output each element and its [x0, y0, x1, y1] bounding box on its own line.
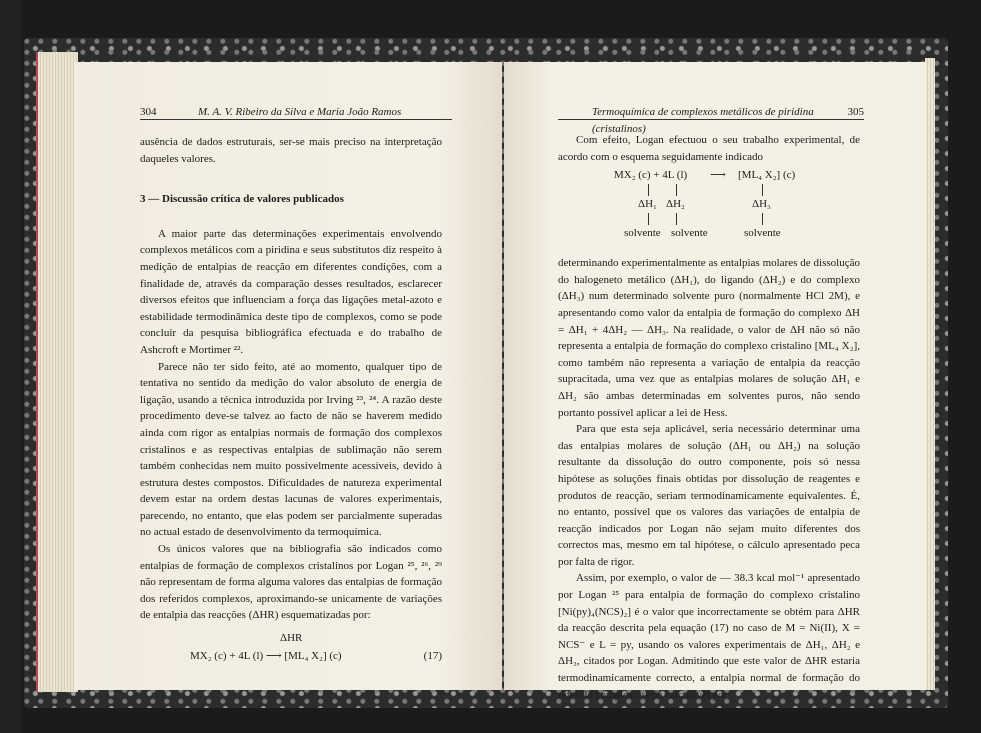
scheme-solvent-1: solvente — [624, 227, 661, 240]
paragraph-intro-left: ausência de dados estruturais, ser-se mais preciso na interpretação daqueles valores. — [140, 136, 442, 165]
scheme-line-3 — [762, 184, 763, 196]
paragraph-2-left: Parece não ter sido feito, até ao momento, qualquer tipo de tentativa no sentido da medição do valor absoluto de energia de ligação, usando a técnica introduzida por Irving ²³, ²⁴. A razão deste procedimento deve-se talvez ao facto de não se haverem medido ainda com rigor as entalpias normais de formação dos complexos cristalinos e as respectivas entalpias de sublimação não serem também conhecidas nem muito possivelmente acessíveis, devido à estrutura destes compostos. Dificuldades de natureza experimental devem estar na ordem destas lacunas de valores experimentais, parecendo, no entanto, que elas podem ser parcialmente superadas no actual estado de desenvolvimento da termoquímica. — [140, 360, 442, 539]
running-head-right — [558, 104, 864, 135]
section-heading: 3 — Discussão crítica de valores publicados — [140, 193, 344, 206]
paragraph-3-right: Assim, por exemplo, o valor de — 38.3 kcal mol⁻¹ apresentado por Logan ²⁵ para entalpia de formação do complexo cristalino [Ni(py)₄(NCS)₂] é o valor que incorrectamente se obtém para ΔHR da reacção descrita pela equação (17) no caso de M = Ni(II), X = NCS⁻ e L = py, usando os valores experimentais de ΔH₁, ΔH₂ e ΔH₃, citados por Logan. Admitindo que este valor de ΔHR estaria termodinamicamente correcto, a entalpia normal de formação do referido complexo seria calculável por — [558, 572, 860, 701]
paragraph-3-left: Os únicos valores que na bibliografia são indicados como entalpias de formação de complexos cristalinos por Logan ²⁵, ²⁶, ²⁹ não representam de forma alguma valores das entalpias de formação dos referidos complexos, aproximando-se unicamente de variações de entalpia das reacções (ΔHR) esquematizadas por: — [140, 543, 442, 622]
running-title-left: M. A. V. Ribeiro da Silva e Maria João Ramos — [198, 106, 402, 118]
paragraph-1-left: A maior parte das determinações experimentais envolvendo complexos metálicos com a piridina e seus substitutos diz respeito à medição de entalpias de reacção em diferentes condições, com a finalidade de, através da comparação desses resultados, esclarecer diversos efeitos que influenciam a força das ligações metal-azoto e estabilidade termodinâmica deste tipo de complexos, como se pode concluir da pesquisa bibliográfica efectuada e do trabalho de Ashcroft e Mortimer ²². — [140, 227, 442, 356]
scheme-dh2: ΔH₂ — [666, 198, 685, 211]
paragraph-2-right: Para que esta seja aplicável, seria necessário determinar uma das entalpias molares de solução (ΔH₁ ou ΔH₂) na solução resultante da dissolução do outro componente, pois só nessa hipótese as soluções finais obtidas por dissolução de reagentes e produtos de reacção, seriam termodinamicamente equivalentes. É, no entanto, possível que os valores das variações de entalpia de reacção indicados por Logan não sejam muito diferentes dos correctos mas, mesmo em tal hipótese, o cálculo apresentado peca por falta de rigor. — [558, 423, 860, 568]
running-head-left — [140, 104, 452, 120]
page-edges-right — [925, 58, 935, 690]
equation-17 — [140, 630, 442, 678]
scheme-line-6 — [762, 213, 763, 225]
page-number-left: 304 — [140, 106, 157, 118]
right-page — [504, 62, 926, 701]
scheme-dh3: ΔH₃ — [752, 198, 771, 211]
background — [0, 0, 22, 733]
left-body — [140, 134, 442, 678]
scheme-line-1 — [648, 184, 649, 196]
right-body — [558, 132, 860, 703]
page-number-right: 305 — [847, 106, 864, 118]
scheme-line-4 — [648, 213, 649, 225]
paragraph-intro-right: Com efeito, Logan efectuou o seu trabalho experimental, de acordo com o esquema seguidamente indicado — [558, 134, 860, 163]
page-edges-left — [36, 52, 78, 692]
scheme-product: [ML₄ X₂] (c) — [738, 169, 796, 182]
scheme-line-5 — [676, 213, 677, 225]
equation-label: ΔHR — [280, 632, 303, 645]
scheme-arrow: ⟶ — [710, 169, 725, 182]
scheme-solvent-3: solvente — [744, 227, 781, 240]
equation-number: (17) — [423, 650, 442, 663]
paragraph-1-right: determinando experimentalmente as entalpias molares de dissolução do halogeneto metálico (ΔH₁), do ligando (ΔH₂) e do complexo (ΔH₃) num determinado solvente puro (normalmente HCl 2M), e apresentando como valor da entalpia de formação do complexo ΔH = ΔH₁ + 4ΔH₂ — ΔH₃. Na realidade, o valor de ΔH não só não representa a entalpia de formação do complexo cristalino [ML₄ X₂], como também não representa a variação de entalpia da reacção supracitada, uma vez que as entalpias molares de solução ΔH₁ e ΔH₂ são ambas determinadas em solventes puros, não sendo portanto possível aplicar a lei de Hess. — [558, 257, 860, 419]
scheme-solvent-2: solvente — [671, 227, 708, 240]
left-page — [74, 62, 502, 690]
scheme-dh1: ΔH₁ — [638, 198, 657, 211]
scheme-reactants: MX₂ (c) + 4L (l) — [614, 169, 688, 182]
equation-text: MX₂ (c) + 4L (l) ⟶ [ML₄ X₂] (c) — [190, 650, 342, 663]
running-title-right: Termoquímica de complexos metálicos de piridina (cristalinos) — [592, 106, 814, 135]
scheme-line-2 — [676, 184, 677, 196]
reaction-scheme — [558, 167, 860, 253]
